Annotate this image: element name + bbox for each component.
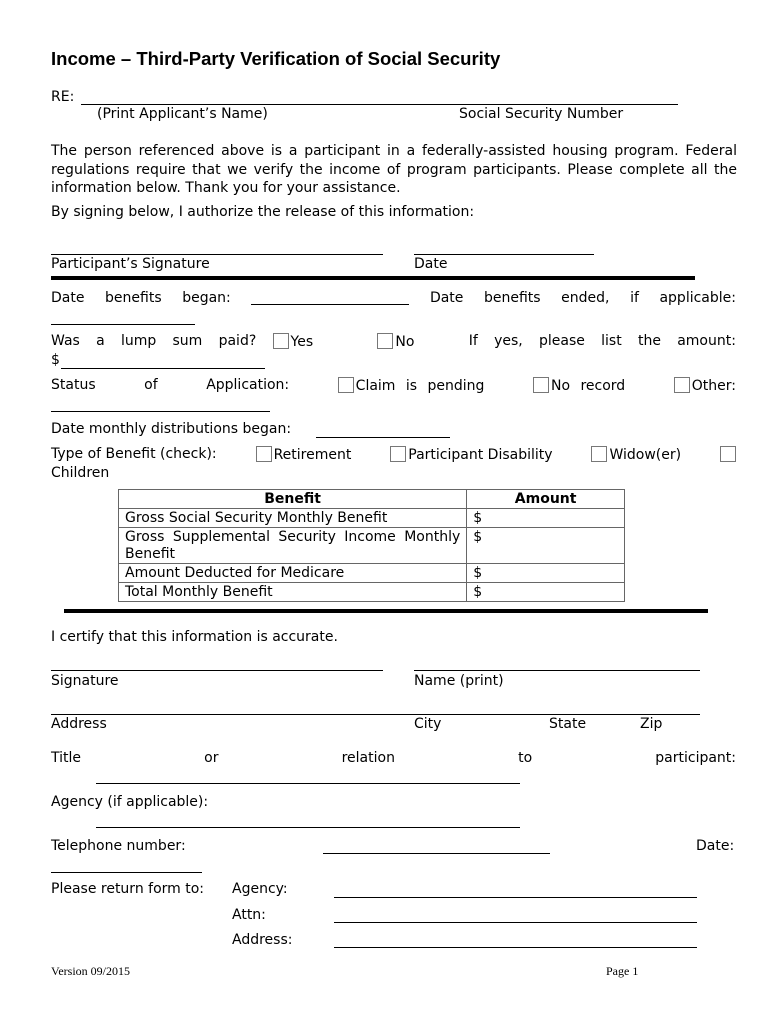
- participant-date-label: Date: [414, 256, 448, 272]
- lump-sum-word: lump: [120, 333, 157, 349]
- benefit-header: Benefit: [119, 490, 467, 509]
- table-row: [119, 564, 625, 583]
- date-began-word: Date: [51, 290, 85, 306]
- address-line[interactable]: [51, 714, 700, 715]
- applicant-name-caption: (Print Applicant’s Name): [97, 106, 268, 122]
- version-label: Version 09/2015: [51, 964, 130, 978]
- retirement-option[interactable]: [256, 446, 352, 463]
- no-record-checkbox[interactable]: [533, 377, 549, 393]
- date-ended-word: if: [630, 290, 639, 306]
- other-label: Other:: [691, 378, 736, 394]
- date-ended-field[interactable]: [51, 324, 195, 325]
- monthly-began-field[interactable]: [316, 437, 450, 438]
- telephone-field[interactable]: [323, 853, 550, 854]
- table-row: [119, 528, 625, 564]
- return-agency-field[interactable]: [334, 897, 697, 898]
- date-began-word: benefits: [105, 290, 162, 306]
- lump-sum-row: [51, 333, 736, 350]
- return-address-field[interactable]: [334, 947, 697, 948]
- lump-sum-word: Was: [51, 333, 80, 349]
- other-option[interactable]: [674, 377, 736, 394]
- benefit-cell: [119, 528, 467, 564]
- status-word: Status: [51, 377, 96, 393]
- benefit-type-row: [51, 446, 736, 463]
- date-ended-word: ended,: [561, 290, 610, 306]
- date-ended-word: benefits: [483, 290, 541, 306]
- other-checkbox[interactable]: [674, 377, 690, 393]
- table-row: [119, 583, 625, 602]
- list-amount-word: the: [637, 333, 661, 349]
- title-relation-field[interactable]: [96, 783, 520, 784]
- agency-applicable-field[interactable]: [96, 827, 520, 828]
- page-title: Income – Third-Party Verification of Social Security: [51, 48, 501, 69]
- zip-label: Zip: [640, 716, 663, 732]
- no-label: No: [395, 334, 415, 350]
- name-print-label: Name (print): [414, 673, 504, 689]
- certify-statement: I certify that this information is accurate.: [51, 629, 338, 645]
- re-label: RE:: [51, 89, 75, 105]
- disability-label: Participant Disability: [408, 447, 553, 463]
- date-began-word: began:: [182, 290, 231, 306]
- children-checkbox-wrap[interactable]: [720, 446, 736, 463]
- amount-cell[interactable]: $: [467, 583, 625, 602]
- lump-sum-word: sum: [172, 333, 203, 349]
- participant-date-line[interactable]: [414, 254, 594, 255]
- benefit-cell: Amount Deducted for Medicare: [119, 564, 467, 583]
- return-address-label: Address:: [232, 932, 293, 948]
- date-field[interactable]: [51, 872, 202, 873]
- list-amount-word: yes,: [494, 333, 523, 349]
- return-attn-field[interactable]: [334, 922, 697, 923]
- state-label: State: [549, 716, 587, 732]
- amount-header: Amount: [467, 490, 625, 509]
- list-amount-word: If: [468, 333, 478, 349]
- title-relation-word: or: [204, 750, 219, 766]
- address-label: Address: [51, 716, 107, 732]
- retirement-label: Retirement: [273, 447, 352, 463]
- disability-option[interactable]: [390, 446, 552, 463]
- signature-label: Signature: [51, 673, 119, 689]
- title-relation-word: relation: [341, 750, 395, 766]
- type-label: Type of Benefit (check):: [51, 446, 217, 462]
- amount-cell[interactable]: $: [467, 564, 625, 583]
- section-divider: [64, 609, 708, 613]
- title-relation-word: to: [518, 750, 533, 766]
- widow-option[interactable]: [591, 446, 681, 463]
- disability-checkbox[interactable]: [390, 446, 406, 462]
- status-word: Application:: [206, 377, 290, 393]
- telephone-label: Telephone number:: [51, 838, 186, 854]
- status-row: [51, 377, 736, 394]
- intro-paragraph: The person referenced above is a participant in a federally-assisted housing program. Federal regulations require that we verify the income of program participants. Please complete all the information below. Thank you for your assistance.: [51, 143, 737, 196]
- participant-signature-line[interactable]: [51, 254, 383, 255]
- table-row: [119, 509, 625, 528]
- page-number: Page 1: [606, 964, 639, 978]
- retirement-checkbox[interactable]: [256, 446, 272, 462]
- benefit-dates-row: [51, 290, 736, 306]
- return-label: Please return form to:: [51, 881, 205, 897]
- no-record-label: No record: [550, 378, 626, 394]
- benefit-cell: Gross Social Security Monthly Benefit: [119, 509, 467, 528]
- table-header-row: [119, 490, 625, 509]
- title-relation-word: Title: [51, 750, 82, 766]
- re-input-line[interactable]: [81, 104, 678, 105]
- list-amount-word: please: [538, 333, 585, 349]
- dollar-sign: $: [51, 352, 60, 368]
- date-label: Date:: [696, 838, 735, 854]
- benefit-table: [118, 489, 625, 602]
- lump-no-option[interactable]: [377, 333, 414, 350]
- lump-amount-field[interactable]: [61, 368, 265, 369]
- lump-yes-option[interactable]: [273, 333, 314, 350]
- no-record-option[interactable]: [533, 377, 625, 394]
- authorize-statement: By signing below, I authorize the release of this information:: [51, 204, 475, 220]
- date-ended-word: Date: [429, 290, 464, 306]
- list-amount-word: amount:: [677, 333, 736, 349]
- lump-sum-word: a: [96, 333, 105, 349]
- lump-sum-word: paid?: [218, 333, 257, 349]
- claim-pending-label: Claim is pending: [355, 378, 485, 394]
- certifier-name-line[interactable]: [414, 670, 700, 671]
- participant-signature-label: Participant’s Signature: [51, 256, 210, 272]
- return-attn-label: Attn:: [232, 907, 266, 923]
- date-ended-word: applicable:: [659, 290, 736, 306]
- children-label: Children: [51, 465, 110, 481]
- amount-cell[interactable]: $: [467, 509, 625, 528]
- section-divider: [51, 276, 695, 280]
- monthly-began-label: Date monthly distributions began:: [51, 421, 292, 437]
- status-word: of: [144, 377, 158, 393]
- amount-cell[interactable]: $: [467, 528, 625, 564]
- yes-label: Yes: [290, 334, 314, 350]
- ssn-caption: Social Security Number: [459, 106, 624, 122]
- other-field[interactable]: [51, 411, 270, 412]
- agency-applicable-label: Agency (if applicable):: [51, 794, 209, 810]
- benefit-cell-text: Gross Supplemental Security Income Monthly Benefit: [125, 529, 461, 562]
- claim-pending-option[interactable]: [338, 377, 485, 394]
- return-agency-label: Agency:: [232, 881, 288, 897]
- widow-label: Widow(er): [609, 447, 682, 463]
- list-amount-word: list: [601, 333, 622, 349]
- children-checkbox[interactable]: [720, 446, 736, 462]
- benefit-cell: Total Monthly Benefit: [119, 583, 467, 602]
- title-relation-word: participant:: [655, 750, 736, 766]
- date-began-field[interactable]: [251, 290, 409, 305]
- certifier-signature-line[interactable]: [51, 670, 383, 671]
- widow-checkbox[interactable]: [591, 446, 607, 462]
- title-relation-row: [51, 750, 736, 766]
- claim-pending-checkbox[interactable]: [338, 377, 354, 393]
- yes-checkbox[interactable]: [273, 333, 289, 349]
- city-label: City: [414, 716, 442, 732]
- no-checkbox[interactable]: [377, 333, 393, 349]
